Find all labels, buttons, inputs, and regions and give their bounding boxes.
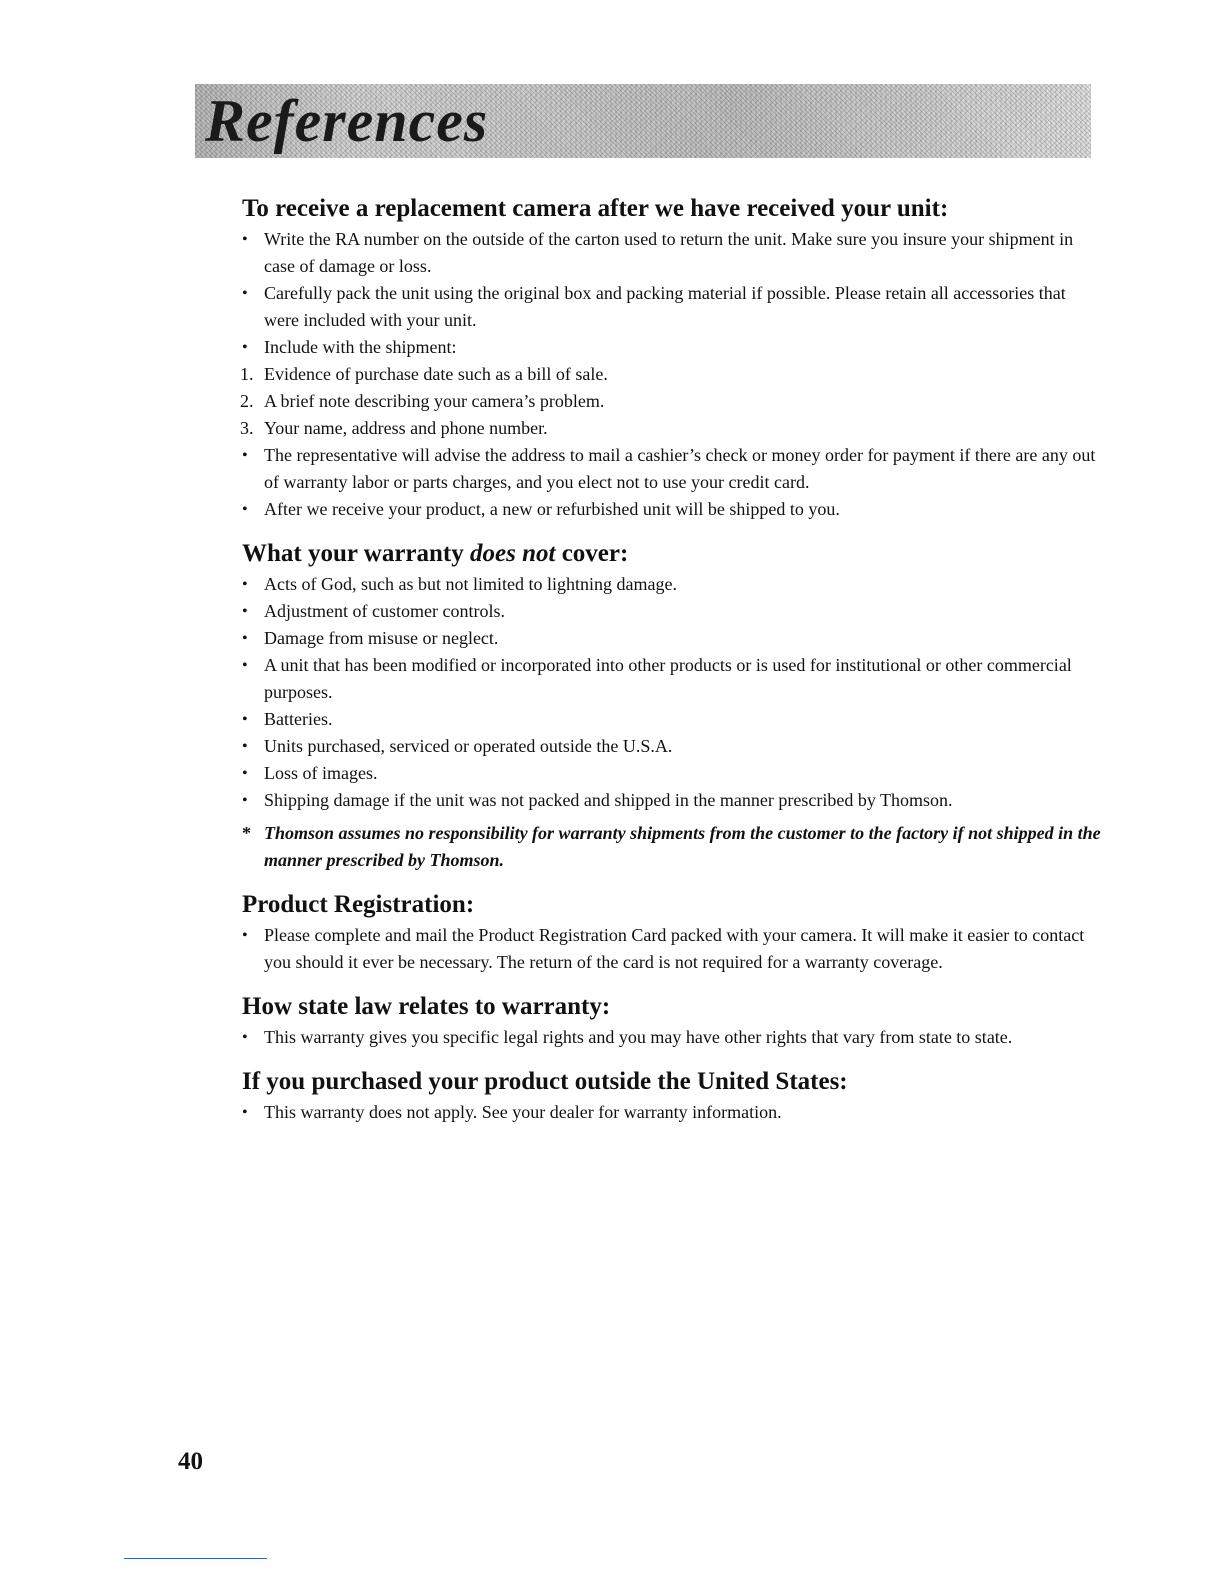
bullet-list <box>242 922 1102 976</box>
section-heading: How state law relates to warranty: <box>242 993 611 1020</box>
item-text: Your name, address and phone number. <box>264 418 548 438</box>
asterisk-mark: * <box>242 823 251 843</box>
numbered-item <box>242 415 1102 442</box>
section-state-law <box>242 990 1102 1051</box>
list-item: • Damage from misuse or neglect. <box>242 625 1102 652</box>
heading-pre: What your warranty <box>242 540 471 567</box>
list-item: • Acts of God, such as but not limited to lightning damage. <box>242 571 1102 598</box>
heading-emphasis: does not <box>470 540 556 567</box>
banner-title: References <box>205 88 489 154</box>
list-item: • This warranty does not apply. See your dealer for warranty information. <box>242 1099 1102 1126</box>
section-heading: If you purchased your product outside the United States: <box>242 1068 848 1095</box>
heading-post: cover: <box>555 540 629 567</box>
section-heading: Product Registration: <box>242 891 475 918</box>
bullet-list <box>242 1024 1102 1051</box>
bullet-list <box>242 1099 1102 1126</box>
list-item: • Units purchased, serviced or operated outside the U.S.A. <box>242 733 1102 760</box>
list-item: • Please complete and mail the Product Registration Card packed with your camera. It will make it easier to contact you should it ever be necessary. The return of the card is not required for a warranty coverage. <box>242 922 1102 976</box>
list-item: • The representative will advise the address to mail a cashier’s check or money order for payment if there are any out of warranty labor or parts charges, and you elect not to use your credit card. <box>242 442 1102 496</box>
list-item: • A unit that has been modified or incorporated into other products or is used for institutional or other commercial purposes. <box>242 652 1102 706</box>
page-number: 40 <box>178 1448 203 1475</box>
page-content <box>242 192 1102 1140</box>
footer-rule <box>124 1558 267 1559</box>
item-text: A brief note describing your camera’s problem. <box>264 391 605 411</box>
item-number: 1. <box>240 364 254 384</box>
list-item: • Loss of images. <box>242 760 1102 787</box>
list-item: • Batteries. <box>242 706 1102 733</box>
list-item: • This warranty gives you specific legal rights and you may have other rights that vary from state to state. <box>242 1024 1102 1051</box>
section-outside-us <box>242 1065 1102 1126</box>
note-text: Thomson assumes no responsibility for warranty shipments from the customer to the factory if not shipped in the manner prescribed by Thomson. <box>264 823 1101 870</box>
section-registration <box>242 888 1102 976</box>
bullet-list <box>242 571 1102 814</box>
list-item: • Adjustment of customer controls. <box>242 598 1102 625</box>
section-replacement <box>242 192 1102 523</box>
list-item: • After we receive your product, a new or refurbished unit will be shipped to you. <box>242 496 1102 523</box>
item-number: 2. <box>240 391 254 411</box>
list-item: • Carefully pack the unit using the original box and packing material if possible. Please retain all accessories that were included with your unit. <box>242 280 1102 334</box>
list-item: • Write the RA number on the outside of the carton used to return the unit. Make sure you insure your shipment in case of damage or loss. <box>242 226 1102 280</box>
item-text: Evidence of purchase date such as a bill of sale. <box>264 364 608 384</box>
section-heading <box>242 537 1102 571</box>
section-heading: To receive a replacement camera after we have received your unit: <box>242 195 949 222</box>
item-number: 3. <box>240 418 254 438</box>
list-item: • Shipping damage if the unit was not packed and shipped in the manner prescribed by Thomson. <box>242 787 1102 814</box>
bullet-list <box>242 226 1102 523</box>
numbered-item <box>242 361 1102 388</box>
responsibility-note <box>242 820 1102 874</box>
list-item: • Include with the shipment: <box>242 334 1102 361</box>
numbered-item <box>242 388 1102 415</box>
section-not-covered <box>242 537 1102 874</box>
references-banner <box>195 84 1091 158</box>
